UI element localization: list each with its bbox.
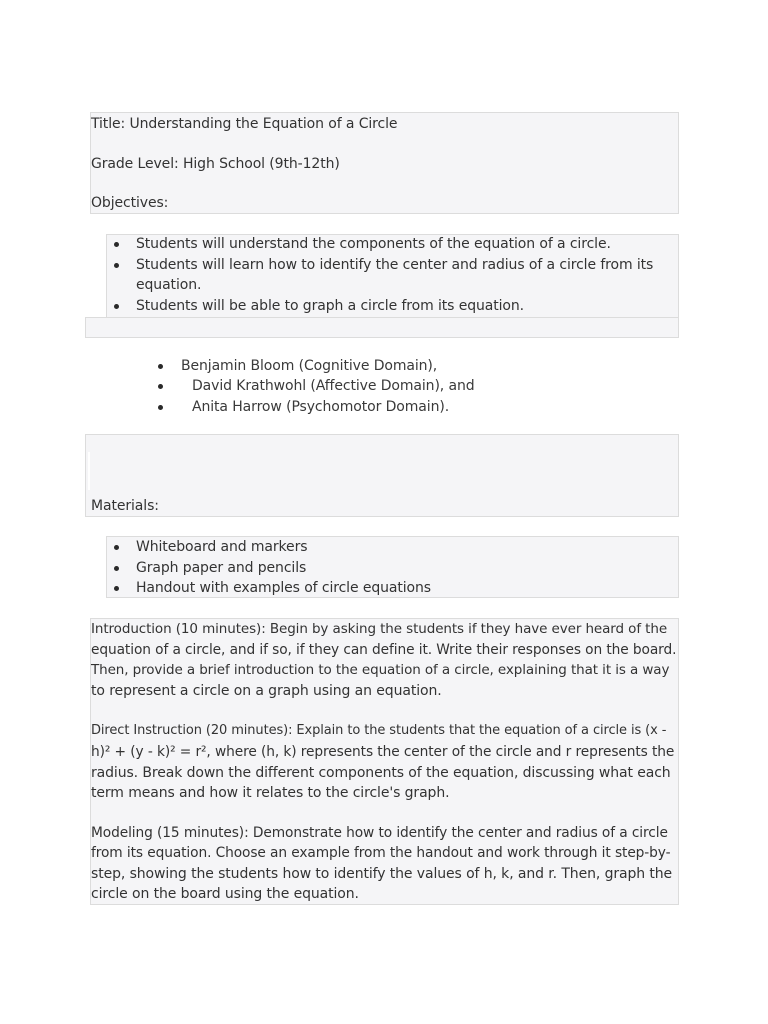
paragraph-line: Introduction (10 minutes): Begin by asking the students if they have ever heard of the <box>91 621 668 637</box>
paragraph-line: equation of a circle, and if so, if they can define it. Write their responses on the board. <box>91 642 677 658</box>
bullet-icon <box>158 384 163 389</box>
paragraph-line: h)² + (y - k)² = r², where (h, k) represents the center of the circle and r represents the <box>91 744 675 760</box>
bullet-icon <box>158 364 163 369</box>
paragraph-line: step, showing the students how to identify the values of h, k, and r. Then, graph the <box>91 866 673 882</box>
objectives-label: Objectives: <box>91 195 169 211</box>
list-item-text: Handout with examples of circle equations <box>136 580 431 596</box>
paragraph-line: Direct Instruction (20 minutes): Explain to the students that the equation of a circle is (x - <box>91 723 667 738</box>
list-item-text: Whiteboard and markers <box>136 539 308 555</box>
paragraph-line: Then, provide a brief introduction to the equation of a circle, explaining that it is a way <box>91 662 670 678</box>
bullet-icon <box>114 242 119 247</box>
bullet-icon <box>114 263 119 268</box>
bullet-icon <box>114 566 119 571</box>
paragraph-line: Modeling (15 minutes): Demonstrate how to identify the center and radius of a circle <box>91 825 668 841</box>
list-item-text: Students will learn how to identify the center and radius of a circle from its <box>136 257 654 273</box>
paragraph-line: radius. Break down the different components of the equation, discussing what each <box>91 765 671 781</box>
paragraph-line: to represent a circle on a graph using an equation. <box>91 683 442 699</box>
list-item-text: David Krathwohl (Affective Domain), and <box>192 378 475 394</box>
objectives-footer-bar <box>85 317 679 338</box>
grade-level: Grade Level: High School (9th-12th) <box>91 156 340 172</box>
list-item-text: Anita Harrow (Psychomotor Domain). <box>192 399 450 415</box>
list-item-text: Students will be able to graph a circle from its equation. <box>136 298 525 314</box>
materials-label: Materials: <box>91 498 159 514</box>
list-item-text: Students will understand the components of the equation of a circle. <box>136 236 611 252</box>
bullet-icon <box>114 545 119 550</box>
paragraph-line: term means and how it relates to the circle's graph. <box>91 785 450 801</box>
paragraph-line: from its equation. Choose an example from the handout and work through it step-by- <box>91 845 671 861</box>
list-item-text: Graph paper and pencils <box>136 560 307 576</box>
list-item-text: equation. <box>136 277 202 293</box>
bullet-icon <box>114 304 119 309</box>
materials-section <box>85 434 679 517</box>
lesson-title: Title: Understanding the Equation of a Circle <box>91 116 398 132</box>
bullet-icon <box>114 586 119 591</box>
bullet-icon <box>158 405 163 410</box>
paragraph-line: circle on the board using the equation. <box>91 886 359 902</box>
text-cursor <box>88 452 90 490</box>
list-item-text: Benjamin Bloom (Cognitive Domain), <box>181 358 438 374</box>
